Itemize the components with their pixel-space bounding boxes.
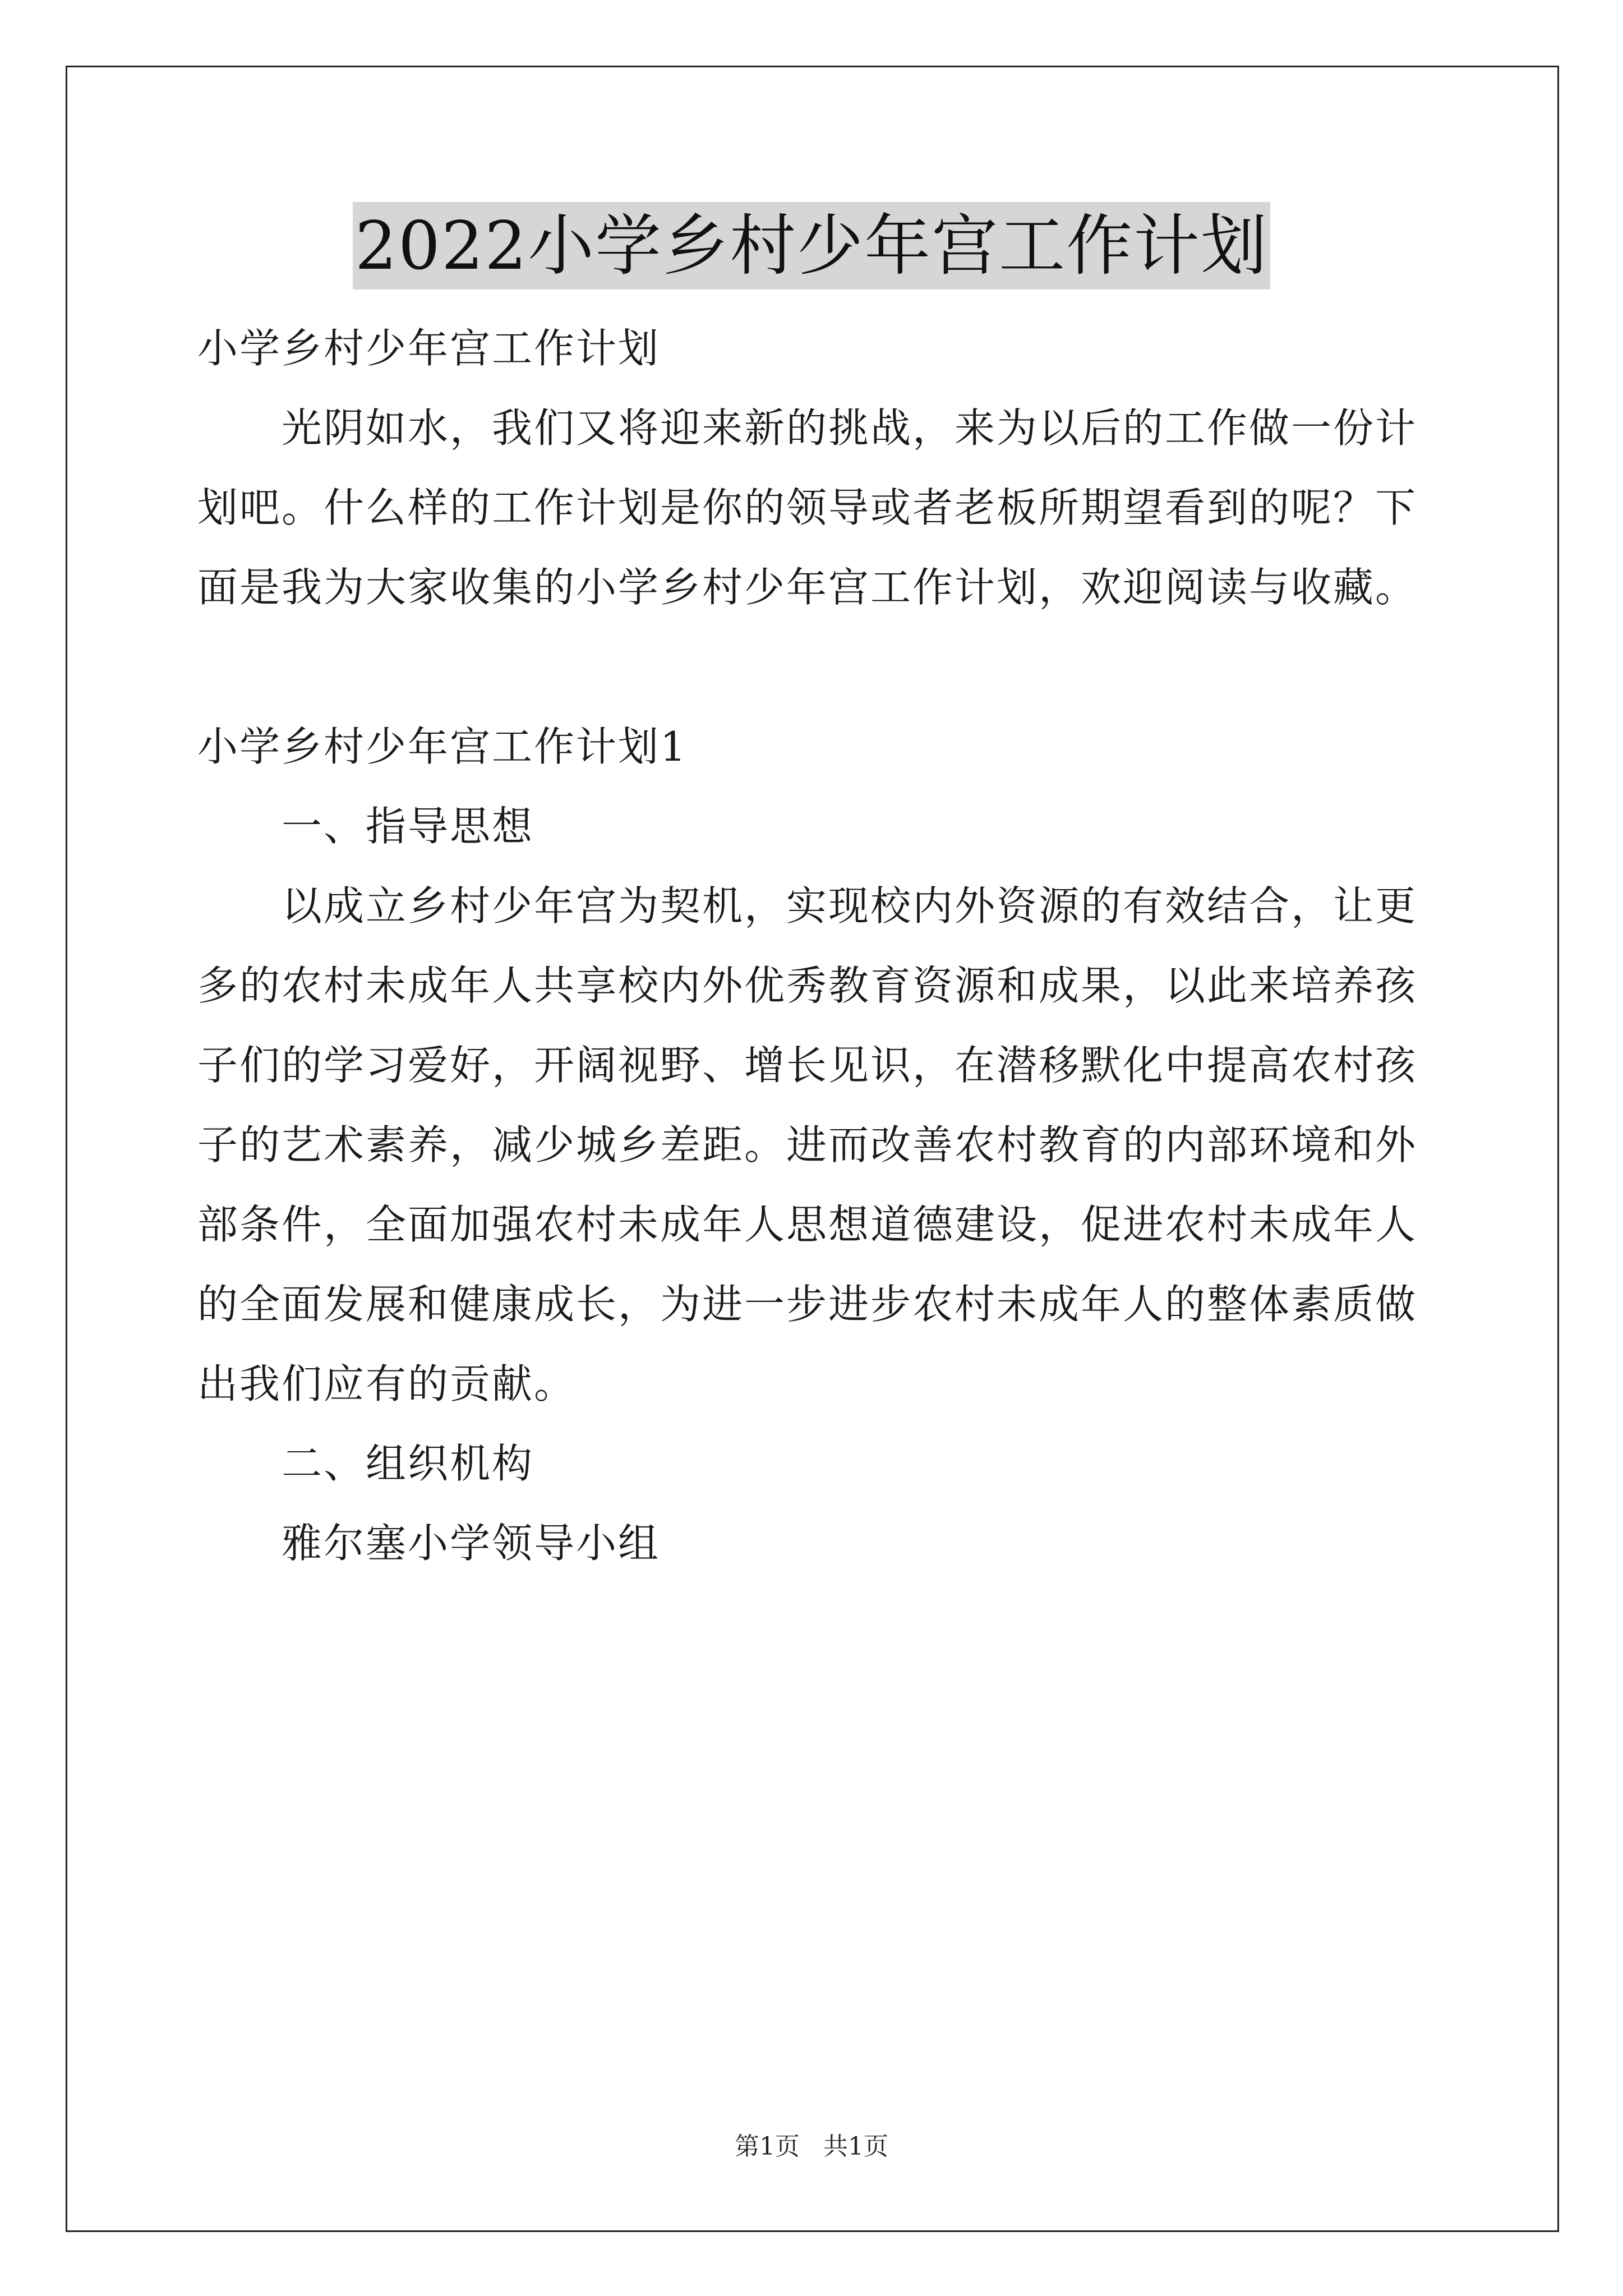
document-title: 2022小学乡村少年宫工作计划: [353, 202, 1270, 289]
guiding-ideology-paragraph: 以成立乡村少年宫为契机，实现校内外资源的有效结合，让更多的农村未成年人共享校内外优秀教育资源和成果，以此来培养孩子们的学习爱好，开阔视野、增长见识，在潜移默化中提高农村孩子的艺术素养，减少城乡差距。进而改善农村教育的内部环境和外部条件，全面加强农村未成年人思想道德建设，促进农村未成年人的全面发展和健康成长，为进一步进步农村未成年人的整体素质做出我们应有的贡献。: [197, 882, 1418, 1407]
document-body: [197, 309, 1437, 1583]
page-number: 第1页 共1页: [735, 2132, 888, 2161]
section-title: 小学乡村少年宫工作计划1: [197, 723, 688, 770]
organization-paragraph: 雅尔塞小学领导小组: [282, 1520, 661, 1567]
heading-guiding-ideology: 一、指导思想: [282, 803, 534, 850]
heading-organization: 二、组织机构: [282, 1440, 534, 1487]
intro-paragraph: 光阴如水，我们又将迎来新的挑战，来为以后的工作做一份计划吧。什么样的工作计划是你的领导或者老板所期望看到的呢？下面是我为大家收集的小学乡村少年宫工作计划，欢迎阅读与收藏。: [197, 404, 1418, 611]
title-container: [0, 202, 1623, 289]
document-subtitle: 小学乡村少年宫工作计划: [197, 325, 661, 372]
